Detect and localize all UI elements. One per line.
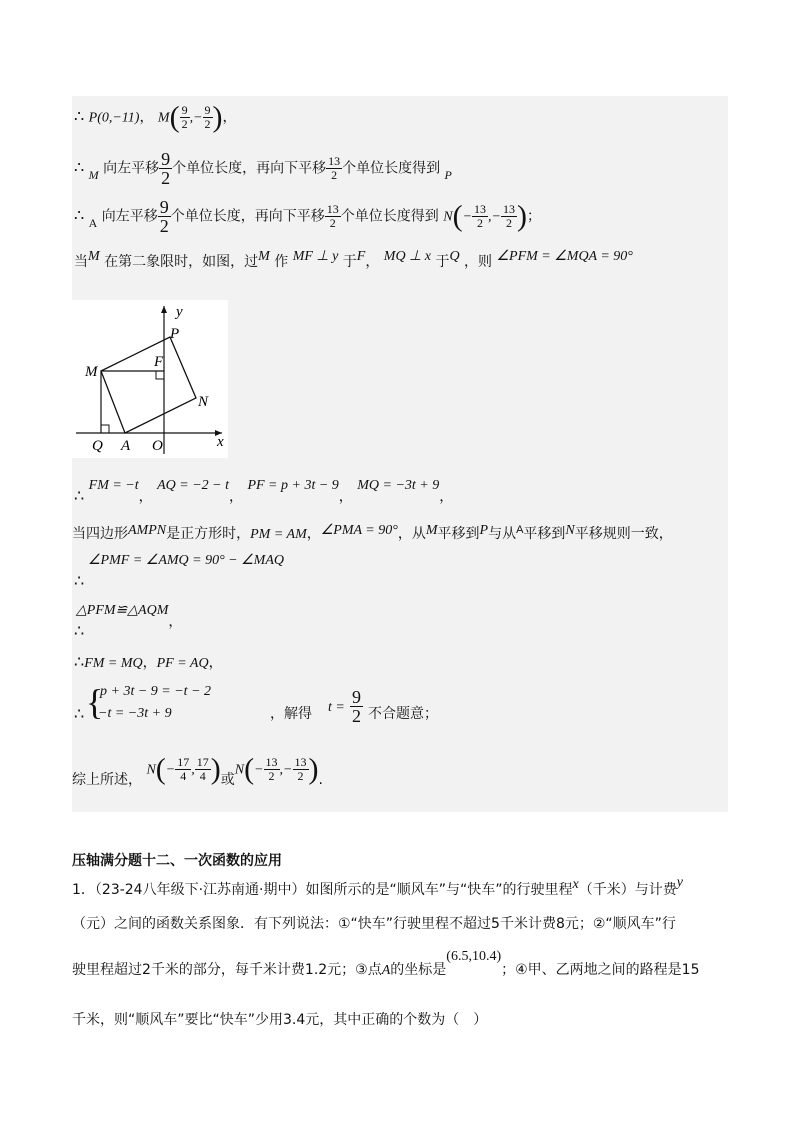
- solution-line-1: ∴ P(0,−11)， M( $\frac{9}{2}$ ,− $\frac{9}{2}$ )，: [74, 100, 237, 134]
- solution-line-3: ∴ A 向左平移 $\frac{9}{2}$ 个单位长度，再向下平移 $\frac{13}{2}$ 个单位长度得到 N(− $\frac{13}{2}$ ,− $\frac{13}{2}$ )；: [74, 197, 541, 236]
- solution-line-7: ∠PMF = ∠AMQ = 90° − ∠MAQ ∴: [74, 553, 285, 590]
- point-p: P(0,−11): [88, 110, 140, 126]
- x-axis-label: x: [217, 434, 224, 450]
- point-P-label: P: [170, 326, 180, 342]
- solution-line-6: 当四边形AMPN是正方形时，PM = AM，∠PMA = 90°，从M平移到P与从$^A$平移到N平移规则一致，: [72, 523, 673, 542]
- y-axis-label: y: [176, 304, 183, 320]
- problem-line-3: 驶里程超过2千米的部分，每千米计费1.2元；③点A的坐标是(6.5,10.4)；④甲、乙两地之间的路程是15: [72, 949, 700, 978]
- solution-line-4: 当M 在第二象限时，如图，过M 作 MF ⊥ y 于F， MQ ⊥ x 于Q ，则 ∠PFM = ∠MQA = 90°: [74, 249, 633, 270]
- point-Q-label: Q: [92, 438, 103, 454]
- problem-line-4: 千米，则“顺风车”要比“快车”少用3.4元，其中正确的个数为（ ）: [72, 1012, 488, 1028]
- problem-line-1: 1．（23-24八年级下·江苏南通·期中）如图所示的是“顺风车”与“快车”的行驶里程x（千米）与计费y: [72, 875, 683, 898]
- solution-line-9: ∴FM = MQ，PF = AQ，: [74, 652, 223, 671]
- solution-line-11: 综上所述， N(− $\frac{17}{4}$ , $\frac{17}{4}$ )或N(− $\frac{13}{2}$ ,− $\frac{13}{2}$ ).: [72, 752, 323, 788]
- solution-line-2: ∴ M 向左平移 $\frac{9}{2}$ 个单位长度，再向下平移 $\frac{13}{2}$ 个单位长度得到 P: [74, 149, 452, 188]
- geometry-figure: [72, 300, 228, 458]
- point-O-label: O: [152, 438, 163, 454]
- section-title: 压轴满分题十二、一次函数的应用: [72, 853, 282, 869]
- solution-line-5: ∴ FM = −t， AQ = −2 − t， PF = p + 3t − 9， MQ = −3t + 9，: [74, 478, 454, 505]
- point-M-label: M: [85, 364, 98, 380]
- problem-line-2: （元）之间的函数关系图象．有下列说法：①“快车”行驶里程不超过5千米计费8元；②“顺风车”行: [72, 916, 676, 932]
- point-A-label: A: [121, 438, 131, 454]
- point-F-label: F: [154, 354, 164, 370]
- solution-line-8: △PFM≌△AQM， ∴: [74, 603, 183, 640]
- point-N-label: N: [198, 394, 209, 410]
